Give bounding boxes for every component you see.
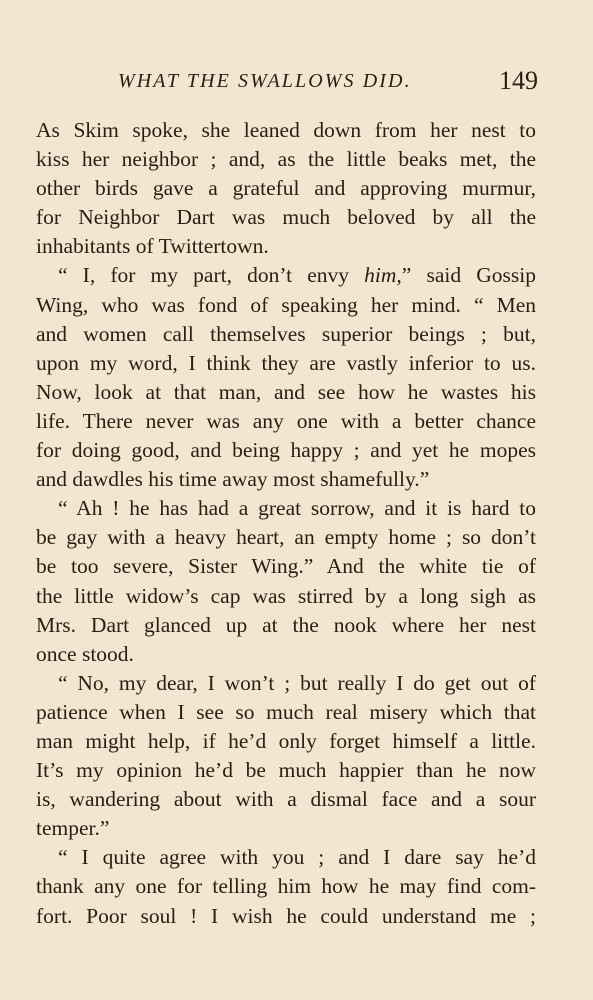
text-line: “ Ah ! he has had a great sorrow, and it is hard to (58, 496, 536, 521)
body-text (36, 116, 536, 931)
emphasis-text: him, (364, 263, 402, 288)
text-line: Wing, who was fond of speaking her mind. “ Men (36, 292, 536, 317)
text-line: upon my word, I think they are vastly inferior to us. (36, 350, 536, 375)
text-line: and women call themselves superior beings ; but, (36, 321, 536, 346)
text-line: and dawdles his time away most shamefully.” (36, 467, 430, 492)
text-line: thank any one for telling him how he may find com- (36, 874, 536, 899)
text-line: patience when I see so much real misery which that (36, 699, 536, 724)
text-line: “ I quite agree with you ; and I dare say he’d (58, 845, 536, 870)
text-line: for doing good, and being happy ; and yet he mopes (36, 438, 536, 463)
text-line: Now, look at that man, and see how he wastes his (36, 379, 536, 404)
text-line: be gay with a heavy heart, an empty home ; so don’t (36, 525, 536, 550)
text-line: for Neighbor Dart was much beloved by all the (36, 205, 536, 230)
text-line: kiss her neighbor ; and, as the little beaks met, the (36, 147, 536, 172)
text-line: fort. Poor soul ! I wish he could understand me ; (36, 903, 536, 928)
text-line: life. There never was any one with a better chance (36, 408, 536, 433)
line-start: “ I, for my part, don’t envy (58, 263, 365, 288)
text-line: man might help, if he’d only forget himself a little. (36, 728, 536, 753)
page-number: 149 (499, 66, 538, 95)
text-line (36, 261, 536, 290)
text-line: the little widow’s cap was stirred by a long sigh as (36, 583, 536, 608)
text-line: inhabitants of Twittertown. (36, 234, 269, 259)
text-line: is, wandering about with a dismal face and a sour (36, 787, 536, 812)
text-line: “ No, my dear, I won’t ; but really I do get out of (58, 670, 536, 695)
text-line: Mrs. Dart glanced up at the nook where her nest (36, 612, 536, 637)
running-head (36, 66, 536, 100)
text-line: be too severe, Sister Wing.” And the white tie of (36, 554, 536, 579)
line-end: ” said Gossip (401, 263, 536, 288)
running-title: WHAT THE SWALLOWS DID. (118, 70, 412, 92)
text-line: once stood. (36, 641, 134, 666)
text-line: other birds gave a grateful and approving murmur, (36, 176, 536, 201)
text-line: temper.” (36, 816, 110, 841)
text-line: It’s my opinion he’d be much happier than he now (36, 758, 536, 783)
text-line: As Skim spoke, she leaned down from her nest to (36, 118, 536, 142)
